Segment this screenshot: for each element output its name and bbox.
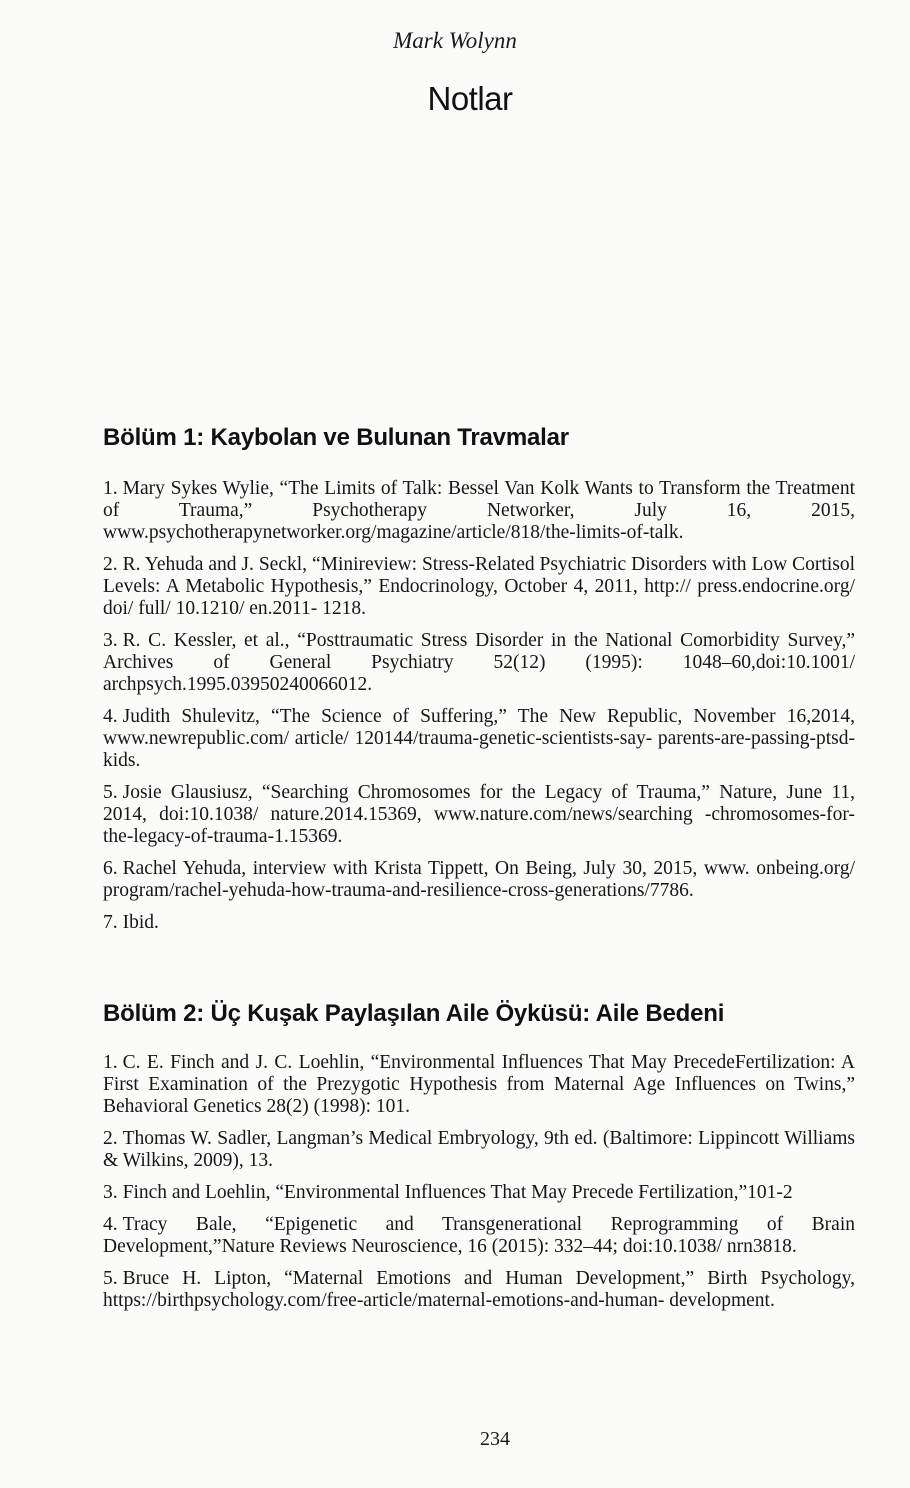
note-text: Josie Glausiusz, “Searching Chromosomes for the Legacy of Trauma,” Nature, June 11, 2014, doi:10.1038/ nature.2014.15369, www.nature.com/news/searching -chromosomes-for-the-legacy-of-trauma-1.15369. — [103, 782, 855, 847]
note-item — [103, 630, 855, 696]
note-number: 3. — [103, 1182, 118, 1203]
note-text: Ibid. — [122, 912, 159, 933]
notes-list-section-2 — [103, 1052, 855, 1322]
note-text: Mary Sykes Wylie, “The Limits of Talk: Bessel Van Kolk Wants to Transform the Treatment of Trauma,” Psychotherapy Networker, July 16, 2015, www.psychotherapynetworker.org/magazine/article/818/the-limits-of-talk. — [103, 478, 855, 543]
page-number: 234 — [480, 1428, 510, 1450]
note-item — [103, 1268, 855, 1312]
note-item — [103, 1052, 855, 1118]
note-text: R. Yehuda and J. Seckl, “Minireview: Stress-Related Psychiatric Disorders with Low Cortisol Levels: A Metabolic Hypothesis,” Endocrinology, October 4, 2011, http:// press.endocrine.org/ doi/ full/ 10.1210/ en.2011- 1218. — [103, 554, 855, 619]
note-text: Judith Shulevitz, “The Science of Suffering,” The New Republic, November 16,2014, www.newrepublic.com/ article/ 120144/trauma-genetic-scientists-say- parents-are-passing-ptsd-kids. — [103, 706, 855, 771]
note-text: Bruce H. Lipton, “Maternal Emotions and Human Development,” Birth Psychology, https://birthpsychology.com/free-article/maternal-emotions-and-human- development. — [103, 1268, 855, 1311]
note-text: Thomas W. Sadler, Langman’s Medical Embryology, 9th ed. (Baltimore: Lippincott Williams & Wilkins, 2009), 13. — [103, 1128, 855, 1171]
section-heading-2: Bölüm 2: Üç Kuşak Paylaşılan Aile Öyküsü: Aile Bedeni — [103, 1000, 725, 1027]
note-item — [103, 1214, 855, 1258]
note-item — [103, 1182, 855, 1204]
note-number: 2. — [103, 554, 118, 575]
note-number: 5. — [103, 1268, 118, 1289]
note-number: 4. — [103, 706, 118, 727]
note-text: Rachel Yehuda, interview with Krista Tippett, On Being, July 30, 2015, www. onbeing.org/ program/rachel-yehuda-how-trauma-and-resilience-cross-generations/7786. — [103, 858, 855, 901]
note-item — [103, 478, 855, 544]
note-item — [103, 554, 855, 620]
note-number: 1. — [103, 1052, 118, 1073]
page-title: Notlar — [427, 80, 513, 117]
note-number: 5. — [103, 782, 118, 803]
note-text: C. E. Finch and J. C. Loehlin, “Environmental Influences That May PrecedeFertilization: A First Examination of the Prezygotic Hypothesis from Maternal Age Influences on Twins,” Behavioral Genetics 28(2) (1998): 101. — [103, 1052, 855, 1117]
note-number: 1. — [103, 478, 118, 499]
section-heading-1: Bölüm 1: Kaybolan ve Bulunan Travmalar — [103, 424, 569, 451]
notes-list-section-1 — [103, 478, 855, 944]
running-head-author: Mark Wolynn — [393, 28, 517, 53]
note-text: Tracy Bale, “Epigenetic and Transgenerational Reprogramming of Brain Development,”Nature Reviews Neuroscience, 16 (2015): 332–44; doi:10.1038/ nrn3818. — [103, 1214, 855, 1257]
note-text: Finch and Loehlin, “Environmental Influences That May Precede Fertilization,”101-2 — [122, 1182, 793, 1203]
note-number: 4. — [103, 1214, 118, 1235]
note-text: R. C. Kessler, et al., “Posttraumatic Stress Disorder in the National Comorbidity Survey,” Archives of General Psychiatry 52(12) (1995): 1048–60,doi:10.1001/ archpsych.1995.03950240066012. — [103, 630, 855, 695]
note-number: 3. — [103, 630, 118, 651]
note-number: 7. — [103, 912, 118, 933]
note-item — [103, 782, 855, 848]
note-number: 2. — [103, 1128, 118, 1149]
note-item — [103, 912, 855, 934]
note-number: 6. — [103, 858, 118, 879]
note-item — [103, 858, 855, 902]
note-item — [103, 1128, 855, 1172]
note-item — [103, 706, 855, 772]
